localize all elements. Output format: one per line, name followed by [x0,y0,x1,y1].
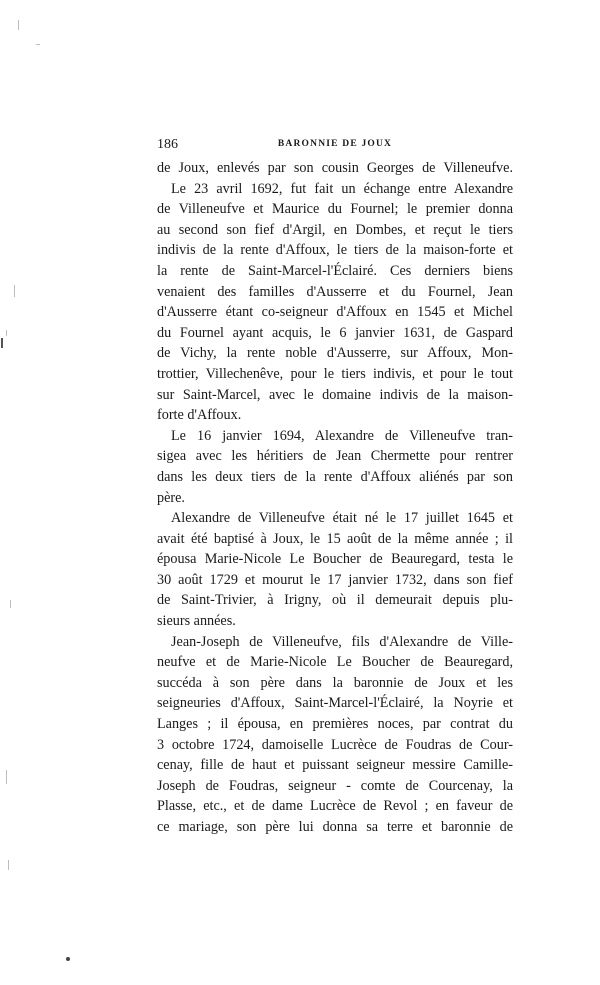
text-line: forte d'Affoux. [157,407,242,424]
text-line: seigneuries d'Affoux, Saint-Marcel-l'Éclairé, la Noyrie et [157,695,513,712]
scan-mark [8,860,9,870]
text-line: sigea avec les héritiers de Jean Chermette pour rentrer [157,448,513,465]
scan-mark [36,44,40,45]
text-line: la rente de Saint-Marcel-l'Éclairé. Ces derniers biens [157,262,513,279]
text-line: 3 octobre 1724, damoiselle Lucrèce de Foudras de Cour- [157,736,513,753]
scan-mark [1,338,3,348]
text-line: indivis de la rente d'Affoux, le tiers de la maison-forte et [157,242,513,259]
page-header [157,137,513,155]
scan-mark [6,770,7,784]
text-line: Alexandre de Villeneufve était né le 17 juillet 1645 et [171,510,513,527]
text-line: dans les deux tiers de la rente d'Affoux aliénés par son [157,468,513,485]
text-line: venaient des familles d'Ausserre et du Fournel, Jean [157,283,513,300]
text-line: sieurs années. [157,613,236,630]
page-number: 186 [157,137,178,152]
text-line: père. [157,489,185,506]
scan-mark [10,600,11,608]
text-line: neufve et de Marie-Nicole Le Boucher de Beauregard, [157,654,513,671]
text-line: d'Ausserre étant co-seigneur d'Affoux en 1545 et Michel [157,304,513,321]
text-line: épousa Marie-Nicole Le Boucher de Beauregard, testa le [157,551,513,568]
scan-mark [14,285,15,297]
text-line: Le 23 avril 1692, fut fait un échange entre Alexandre [171,180,513,197]
text-line: Langes ; il épousa, en premières noces, par contrat du [157,716,513,733]
text-line: ce mariage, son père lui donna sa terre et baronnie de [157,819,513,835]
text-line: Jean-Joseph de Villeneufve, fils d'Alexandre de Ville- [171,633,513,650]
text-line: Joseph de Foudras, seigneur - comte de Courcenay, la [157,777,513,794]
body-text [157,158,513,838]
text-line: sur Saint-Marcel, avec le domaine indivis de la maison- [157,386,513,403]
text-line: de Villeneufve et Maurice du Fournel; le premier donna [157,201,513,218]
text-line: Le 16 janvier 1694, Alexandre de Villeneufve tran- [171,427,513,444]
text-line: succéda à son père dans la baronnie de Joux et les [157,674,513,691]
text-line: de Joux, enlevés par son cousin Georges de Villeneufve. [157,160,513,176]
text-line: au second son fief d'Argil, en Dombes, et reçut le tiers [157,221,513,238]
text-line: de Saint-Trivier, à Irigny, où il demeurait depuis plu- [157,592,513,609]
text-line: Plasse, etc., et de dame Lucrèce de Revol ; en faveur de [157,798,513,815]
text-line: cenay, fille de haut et puissant seigneur messire Camille- [157,757,513,774]
scan-mark [6,330,7,336]
scan-speck [66,957,70,961]
scan-mark [18,20,19,30]
text-line: avait été baptisé à Joux, le 15 août de la même année ; il [157,530,513,547]
text-line: du Fournel ayant acquis, le 6 janvier 1631, de Gaspard [157,324,513,341]
text-line: trottier, Villechenêve, pour le tiers indivis, et pour le tout [157,365,513,382]
text-line: de Vichy, la rente noble d'Ausserre, sur Affoux, Mon- [157,345,513,362]
running-head: BARONNIE DE JOUX [277,139,393,149]
text-line: 30 août 1729 et mourut le 17 janvier 1732, dans son fief [157,571,513,588]
